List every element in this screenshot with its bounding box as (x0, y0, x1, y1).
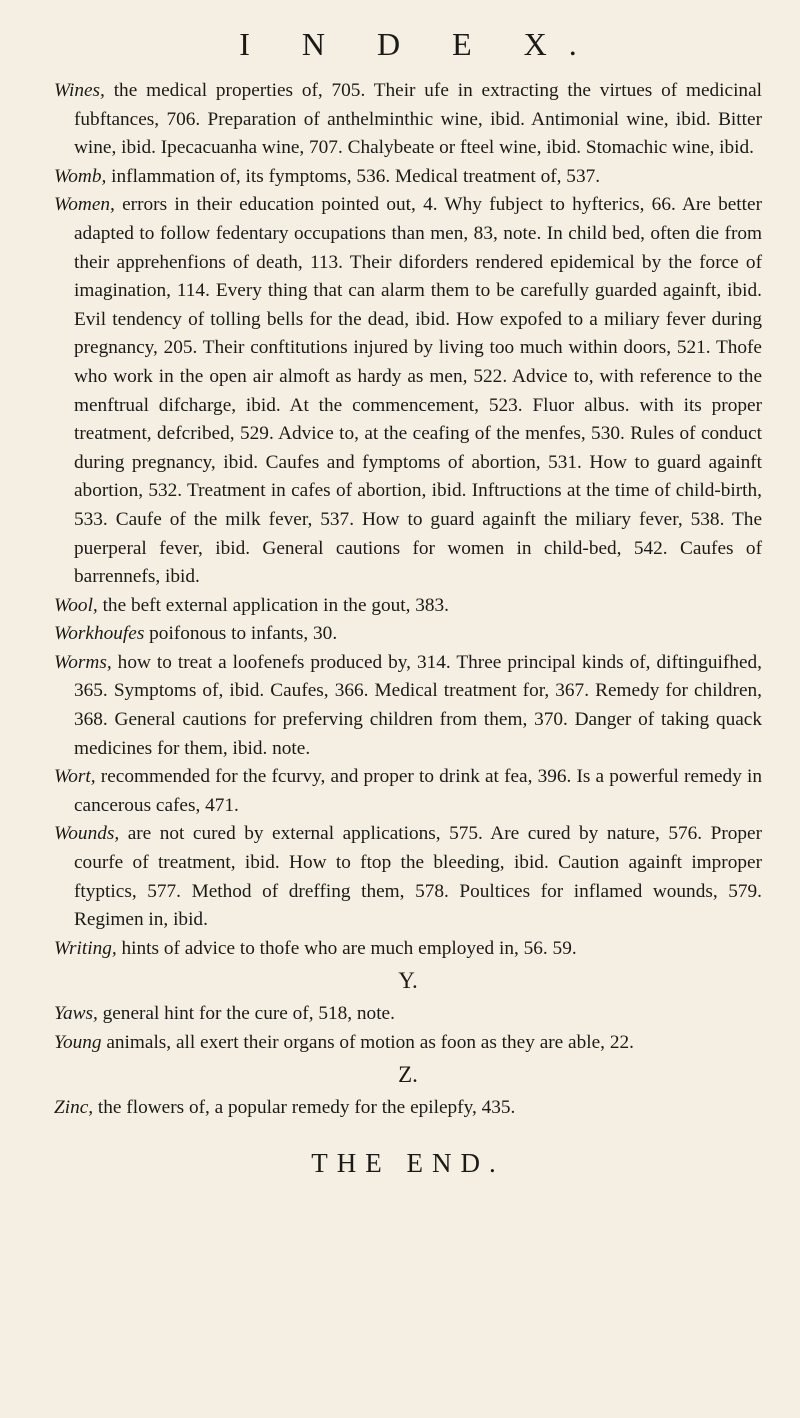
section-w (54, 77, 762, 963)
section-letter-y: Y. (398, 968, 418, 994)
entry-wounds (54, 820, 762, 934)
entry-term: Wounds, (54, 823, 120, 845)
entry-text: recommended for the fcurvy, and proper to drink at fea, 396. Is a powerful remedy in cancerous cafes, 471. (74, 766, 762, 816)
entry-text: the flowers of, a popular remedy for the epilepfy, 435. (93, 1096, 516, 1118)
entry-text: how to treat a loofenefs produced by, 314. Three principal kinds of, diftinguifhed, 365. Symptoms of, ibid. Caufes, 366. Medical treatment for, 367. Remedy for children, 368. General cautions for preferving children from them, 370. Danger of taking quack medicines for them, ibid. note. (74, 651, 762, 759)
entry-text: general hint for the cure of, 518, note. (97, 1003, 395, 1024)
section-y (54, 1000, 762, 1057)
section-letter-z: Z. (398, 1062, 418, 1088)
entry-term: Yaws, (54, 1003, 98, 1024)
entry-term: Women, (54, 194, 115, 216)
index-entries (54, 77, 762, 1122)
entry-term: Writing, (54, 937, 117, 959)
entry-text: the beft external application in the gout, 383. (97, 594, 449, 616)
entry-womb (54, 163, 762, 192)
entry-term: Workhoufes (54, 623, 145, 645)
entry-text: inflammation of, its fymptoms, 536. Medical treatment of, 537. (106, 165, 601, 187)
entry-term: Womb, (54, 165, 107, 187)
entry-wool (54, 592, 762, 621)
the-end: THE END. (311, 1148, 505, 1179)
entry-zinc (54, 1094, 762, 1123)
entry-term: Wool, (54, 594, 98, 616)
entry-term: Wort, (54, 766, 96, 788)
entry-text: poifonous to infants, 30. (144, 623, 338, 645)
entry-text: the medical properties of, 705. Their ufe in extracting the virtues of medicinal fubftances, 706. Preparation of anthelminthic wine, ibid. Antimonial wine, ibid. Bitter wine, ibid. Ipecacuanha wine, 707. Chalybeate or fteel wine, ibid. Stomachic wine, ibid. (74, 80, 762, 159)
page-header: I N D E X. (239, 26, 599, 62)
entry-term: Young (54, 1031, 102, 1053)
entry-term: Wines, (54, 80, 105, 101)
entry-yaws (54, 1000, 762, 1029)
entry-wines (54, 77, 762, 163)
entry-text: animals, all exert their organs of motion as foon as they are able, 22. (101, 1031, 634, 1053)
section-z (54, 1094, 762, 1123)
entry-workhoufes (54, 620, 762, 649)
entry-text: are not cured by external applications, 575. Are cured by nature, 576. Proper courfe of treatment, ibid. How to ftop the bleeding, ibid. Caution againft improper ftyptics, 577. Method of dreffing them, 578. Poultices for inflamed wounds, 579. Regimen in, ibid. (74, 823, 762, 931)
entry-wort (54, 763, 762, 820)
entry-women (54, 191, 762, 591)
entry-term: Zinc, (54, 1096, 94, 1118)
entry-text: errors in their education pointed out, 4. Why fubject to hyfterics, 66. Are better adapted to follow fedentary occupations than men, 83, note. In child bed, often die from their apprehenfions of death, 113. Their diforders rendered epidemical by the force of imagination, 114. Every thing that can alarm them to be carefully guarded againft, ibid. Evil tendency of tolling bells for the dead, ibid. How expofed to a miliary fever during pregnancy, 205. Their conftitutions injured by living too much within doors, 521. Thofe who work in the open air almoft as hardy as men, 522. Advice to, with reference to the menftrual difcharge, ibid. At the commencement, 523. Fluor albus. with its proper treatment, defcribed, 529. Advice to, at the ceafing of the menfes, 530. Rules of conduct during pregnancy, ibid. Caufes and fymptoms of abortion, 531. How to guard againft abortion, 532. Treatment in cafes of abortion, ibid. Inftructions at the time of child-birth, 533. Caufe of the milk fever, 537. How to guard againft the miliary fever, 538. The puerperal fever, ibid. General cautions for women in child-bed, 542. Caufes of barrennefs, ibid. (74, 194, 762, 588)
entry-term: Worms, (54, 651, 112, 673)
entry-worms (54, 649, 762, 763)
entry-text: hints of advice to thofe who are much employed in, 56. 59. (116, 937, 577, 959)
entry-young (54, 1029, 762, 1058)
entry-writing (54, 935, 762, 964)
